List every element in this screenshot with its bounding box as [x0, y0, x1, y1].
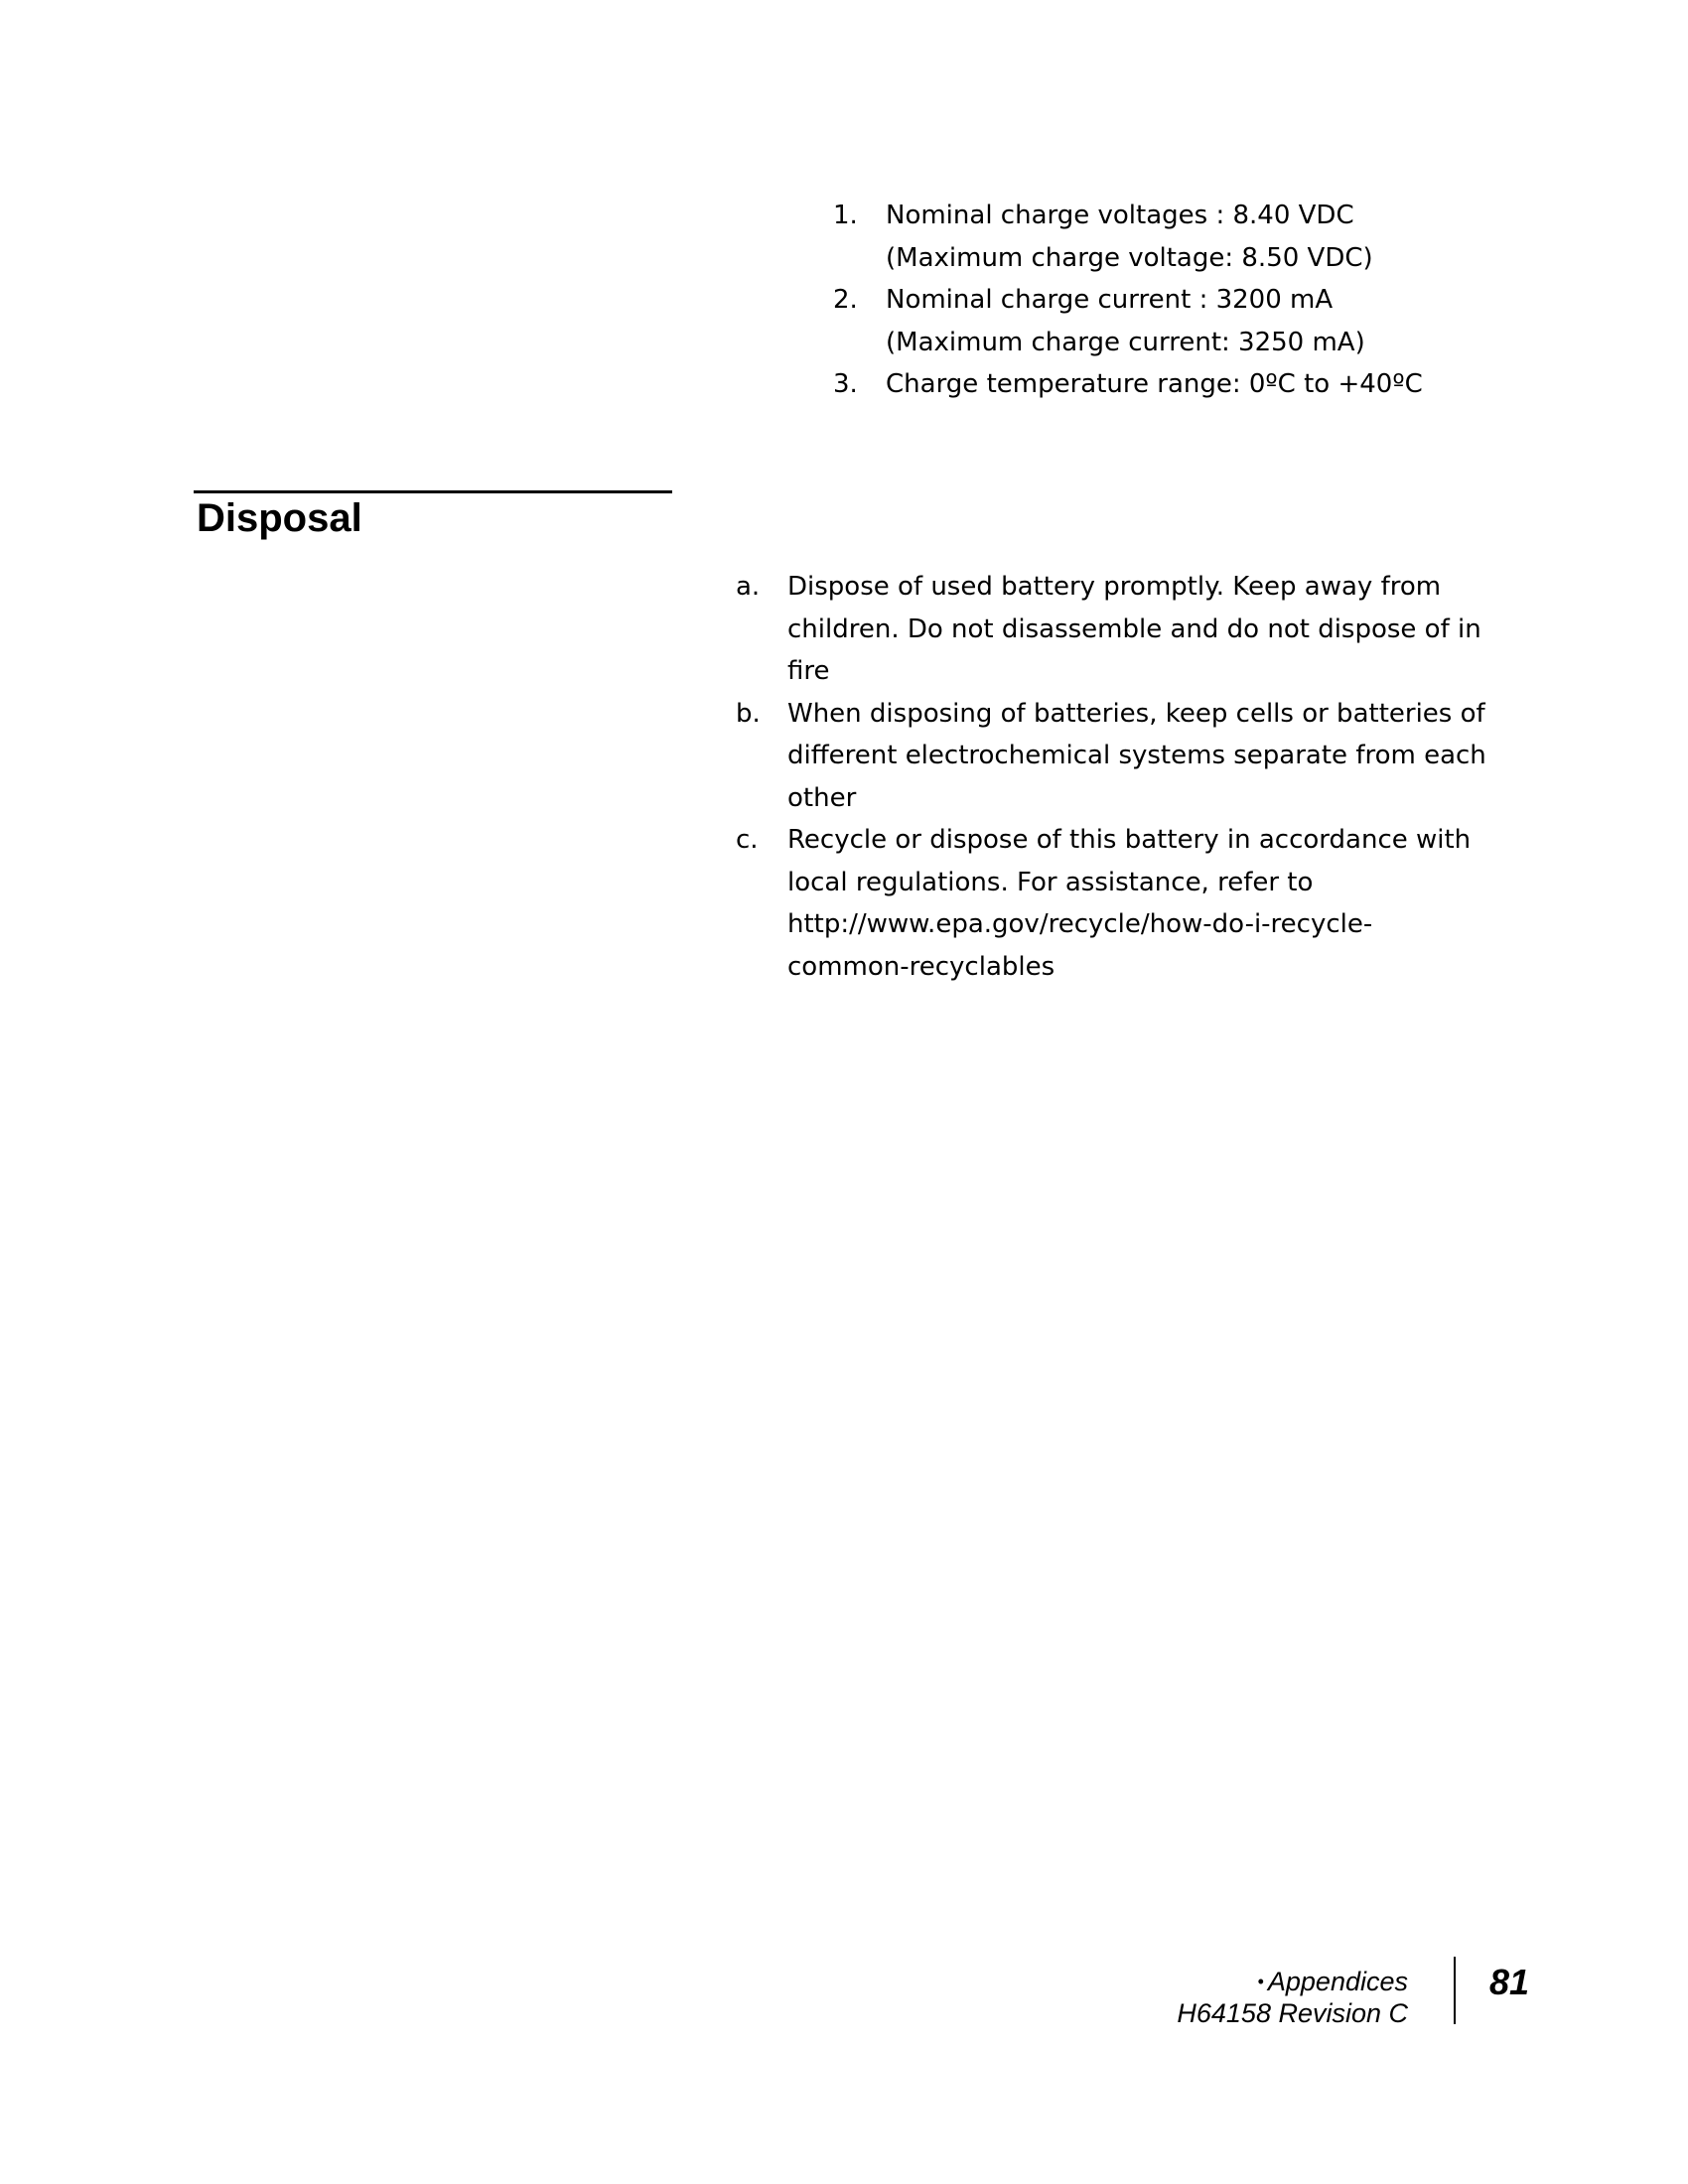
- page-number: 81: [1489, 1962, 1530, 2002]
- disposal-item-line: fire: [787, 656, 830, 686]
- disposal-item-letter: c.: [736, 825, 759, 855]
- disposal-list: [736, 566, 1490, 988]
- charge-spec-item: [833, 195, 1588, 279]
- disposal-item-letter: a.: [736, 572, 761, 602]
- disposal-item-line: Recycle or dispose of this battery in accordance with: [787, 825, 1472, 855]
- charge-spec-item: [833, 279, 1588, 363]
- disposal-item-line: children. Do not disassemble and do not dispose of in: [787, 614, 1481, 644]
- charge-spec-text: Nominal charge current : 3200 mA: [886, 285, 1334, 315]
- disposal-item: [736, 693, 1490, 820]
- recycling-url: http://www.epa.gov/recycle/how-do-i-recycle-: [787, 909, 1373, 939]
- charge-spec-note: (Maximum charge current: 3250 mA): [886, 327, 1365, 357]
- disposal-item-line: When disposing of batteries, keep cells or batteries of: [787, 698, 1485, 729]
- footer-section-label: Appendices: [1267, 1967, 1408, 1996]
- page-footer: [1177, 1966, 1408, 2029]
- bullet-icon: •: [1257, 1972, 1264, 1991]
- disposal-item-line: other: [787, 782, 857, 813]
- disposal-item-letter: b.: [736, 698, 761, 729]
- recycling-url-continued: common-recyclables: [787, 951, 1055, 982]
- footer-divider: [1454, 1957, 1456, 2024]
- charge-spec-number: 2.: [833, 285, 858, 315]
- disposal-item-line: different electrochemical systems separate from each: [787, 741, 1486, 770]
- disposal-item-line: local regulations. For assistance, refer to: [787, 867, 1314, 897]
- charge-spec-note: (Maximum charge voltage: 8.50 VDC): [886, 242, 1373, 273]
- section-title: Disposal: [197, 496, 362, 540]
- disposal-item-line: Dispose of used battery promptly. Keep away from: [787, 572, 1442, 602]
- footer-doc-revision: H64158 Revision C: [1177, 1998, 1408, 2028]
- charge-spec-number: 3.: [833, 369, 858, 399]
- charge-spec-item: [833, 363, 1588, 406]
- charge-spec-text: Nominal charge voltages : 8.40 VDC: [886, 201, 1354, 230]
- footer-section-line: [1177, 1966, 1408, 1997]
- charge-spec-number: 1.: [833, 201, 858, 230]
- disposal-item: [736, 566, 1490, 693]
- charge-spec-list: [833, 195, 1588, 406]
- disposal-item: [736, 819, 1490, 988]
- charge-spec-text: Charge temperature range: 0ºC to +40ºC: [886, 369, 1423, 399]
